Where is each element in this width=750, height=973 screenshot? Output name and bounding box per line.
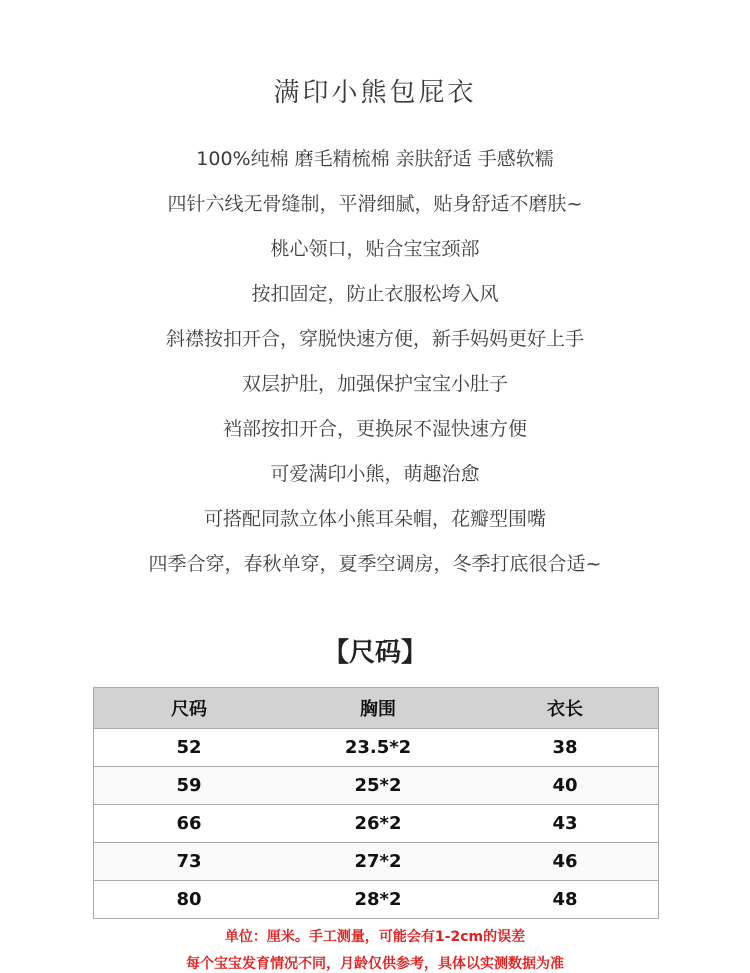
feature-item: 裆部按扣开合，更换尿不湿快速方便 <box>222 418 527 440</box>
feature-item: 可爱满印小熊，萌趣治愈 <box>270 463 480 485</box>
size-section-heading: 【尺码】 <box>322 638 427 668</box>
table-header-row <box>94 688 659 729</box>
feature-item: 斜襟按扣开合，穿脱快速方便，新手妈妈更好上手 <box>165 328 584 350</box>
table-row <box>94 805 659 843</box>
header-chest: 胸围 <box>284 688 472 729</box>
cell-chest: 23.5*2 <box>284 729 472 767</box>
feature-item: 100%纯棉 磨毛精梳棉 亲肤舒适 手感软糯 <box>196 148 554 170</box>
table-row <box>94 767 659 805</box>
product-title: 满印小熊包屁衣 <box>273 78 477 108</box>
feature-item: 可搭配同款立体小熊耳朵帽，花瓣型围嘴 <box>203 508 546 530</box>
feature-item: 四针六线无骨缝制，平滑细腻，贴身舒适不磨肤~ <box>167 193 583 215</box>
cell-length: 40 <box>472 767 659 805</box>
table-row <box>94 729 659 767</box>
cell-chest: 28*2 <box>284 881 472 919</box>
cell-length: 38 <box>472 729 659 767</box>
cell-chest: 26*2 <box>284 805 472 843</box>
header-size: 尺码 <box>94 688 285 729</box>
cell-size: 59 <box>94 767 285 805</box>
feature-list <box>0 140 750 590</box>
cell-length: 43 <box>472 805 659 843</box>
table-row <box>94 843 659 881</box>
header-length: 衣长 <box>472 688 659 729</box>
feature-item: 四季合穿，春秋单穿，夏季空调房，冬季打底很合适~ <box>148 553 602 575</box>
feature-item: 双层护肚，加强保护宝宝小肚子 <box>241 373 508 395</box>
cell-length: 48 <box>472 881 659 919</box>
feature-item: 桃心领口，贴合宝宝颈部 <box>270 238 480 260</box>
age-reference-note: 每个宝宝发育情况不同，月龄仅供参考，具体以实测数据为准 <box>186 956 564 972</box>
cell-size: 73 <box>94 843 285 881</box>
cell-size: 66 <box>94 805 285 843</box>
cell-size: 52 <box>94 729 285 767</box>
feature-item: 按扣固定，防止衣服松垮入风 <box>251 283 499 305</box>
measurement-note: 单位：厘米。手工测量，可能会有1-2cm的误差 <box>224 929 526 945</box>
cell-chest: 27*2 <box>284 843 472 881</box>
cell-size: 80 <box>94 881 285 919</box>
cell-chest: 25*2 <box>284 767 472 805</box>
cell-length: 46 <box>472 843 659 881</box>
table-row <box>94 881 659 919</box>
size-table <box>93 687 659 919</box>
